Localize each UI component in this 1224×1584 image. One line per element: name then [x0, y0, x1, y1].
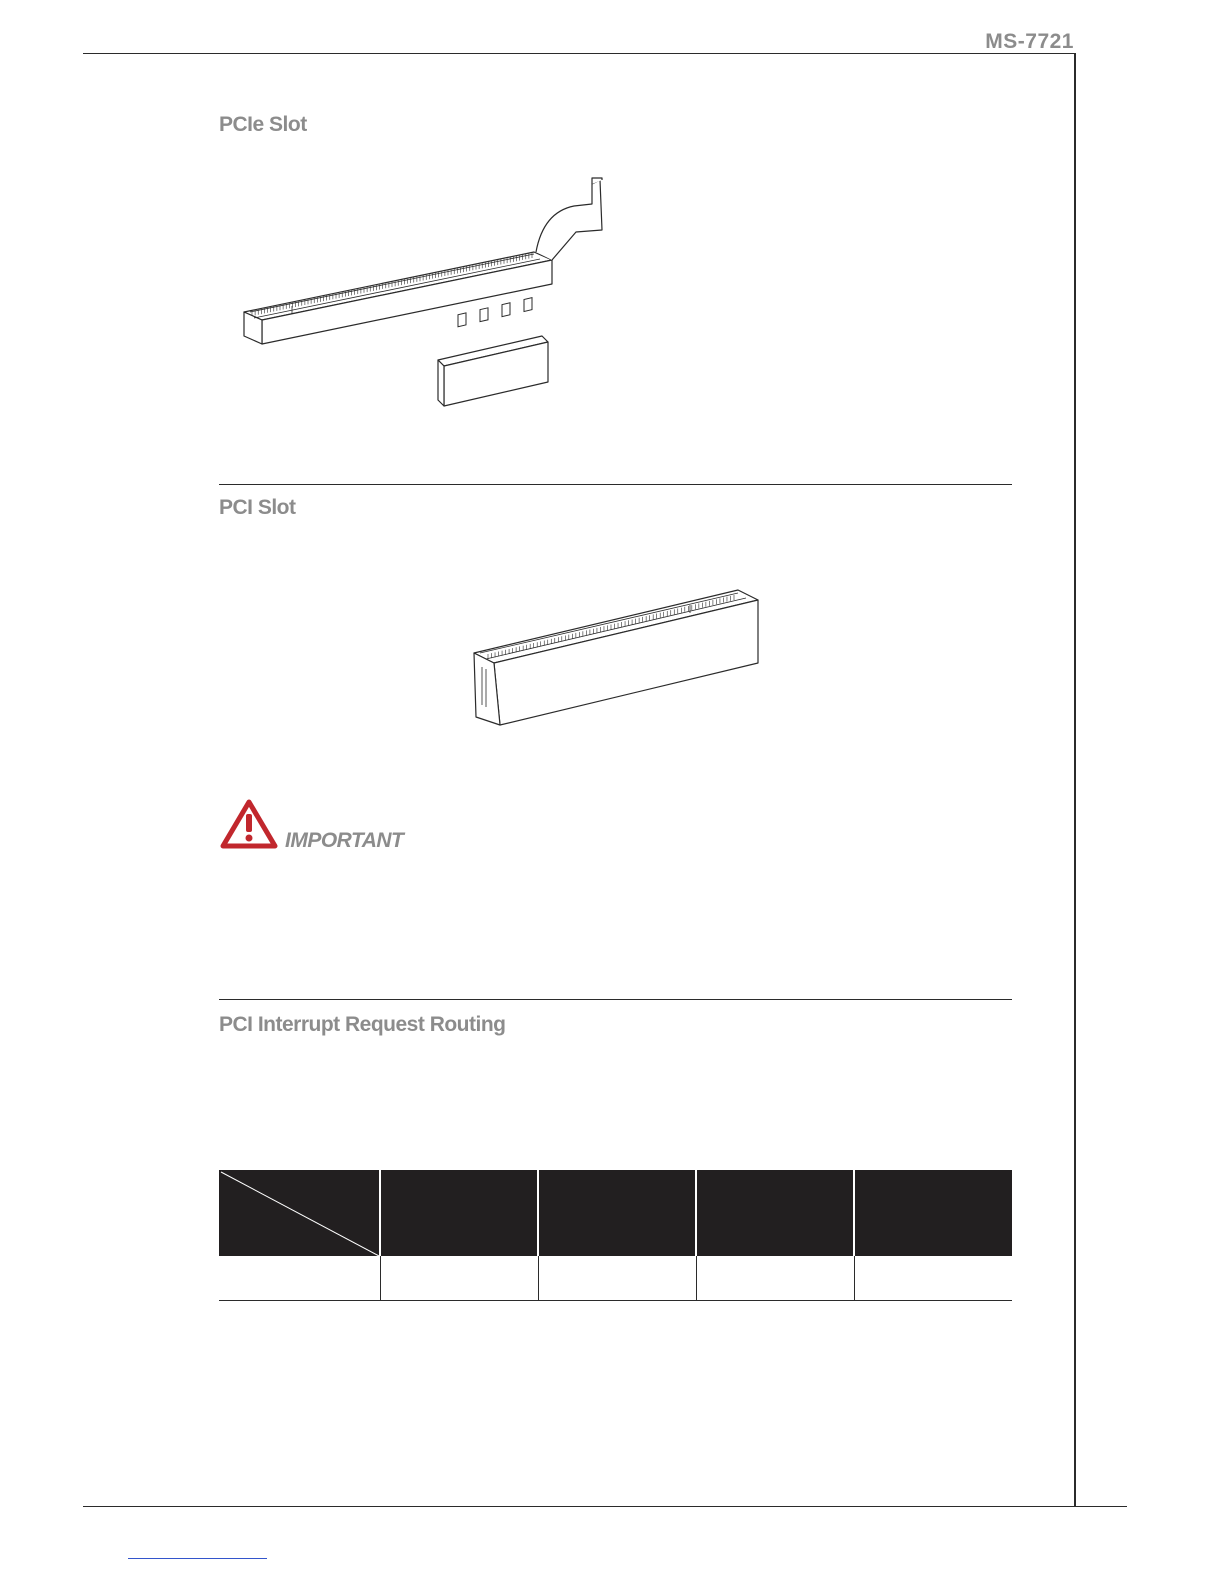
pcie-slot-illustration — [236, 170, 616, 420]
table-cell — [696, 1256, 854, 1301]
table-header-cell — [538, 1170, 696, 1256]
table-cell — [854, 1256, 1012, 1301]
top-rule — [83, 53, 1076, 54]
table-header-cell — [696, 1170, 854, 1256]
irq-routing-table — [219, 1170, 1012, 1301]
table-header-cell — [854, 1170, 1012, 1256]
table-cell — [538, 1256, 696, 1301]
table-header-row — [219, 1170, 1012, 1256]
important-label: IMPORTANT — [285, 829, 404, 852]
warning-icon — [219, 798, 279, 852]
bottom-rule — [83, 1506, 1127, 1507]
model-number: MS-7721 — [985, 30, 1074, 53]
divider-irq — [219, 999, 1012, 1000]
diagonal-divider — [219, 1170, 379, 1256]
table-cell — [380, 1256, 538, 1301]
irq-section-title: PCI Interrupt Request Routing — [219, 1013, 506, 1036]
table-corner-cell — [219, 1170, 380, 1256]
pci-section-title: PCI Slot — [219, 496, 296, 519]
pcie-section-title: PCIe Slot — [219, 113, 307, 136]
pci-slot-illustration — [470, 585, 770, 730]
table-row — [219, 1256, 1012, 1301]
footer-link-underline[interactable] — [128, 1558, 267, 1559]
table-cell — [219, 1256, 380, 1301]
table-header-cell — [380, 1170, 538, 1256]
divider-pci — [219, 484, 1012, 485]
right-rule — [1074, 53, 1076, 1507]
